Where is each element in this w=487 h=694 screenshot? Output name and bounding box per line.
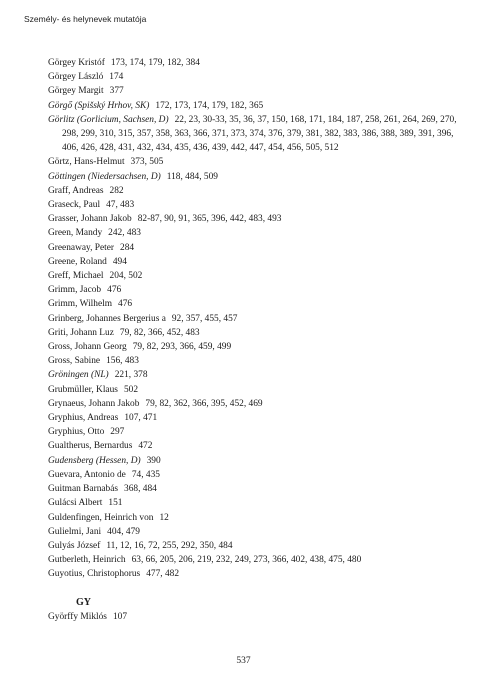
entry-term: Guitman Barnabás	[48, 484, 119, 495]
entry-term: Guyotius, Christophorus	[48, 569, 141, 580]
entry-pages: 22, 23, 30-33, 35, 36, 37, 150, 168, 171, 184, 187, 258, 261, 264, 269, 270, 298, 299, 310, 315, 357, 358, 363, 366, 371, 373, 374, 376, 379, 381, 382, 383, 386, 388, 389, 391, 396, 406, 426, 428, 431, 432, 434, 435, 436, 439, 442, 447, 454, 456, 505, 512	[62, 114, 457, 154]
index-entry-person	[48, 255, 468, 269]
entry-list-g	[48, 56, 468, 582]
index-entry-person	[48, 155, 468, 169]
entry-term: Gulielmi, Jani	[48, 526, 102, 537]
entry-pages: 282	[109, 185, 124, 196]
entry-pages: 476	[118, 299, 133, 310]
index-entry-place	[48, 170, 468, 184]
entry-term: Guevara, Antonio de	[48, 469, 126, 480]
index-entry-person	[48, 425, 468, 439]
entry-term: Gulácsi Albert	[48, 498, 103, 509]
index-entry-person	[48, 539, 468, 553]
index-entry-person	[48, 397, 468, 411]
index-entry-person	[48, 297, 468, 311]
entry-pages: 107, 471	[124, 413, 158, 424]
entry-term: Griti, Johann Luz	[48, 327, 114, 338]
entry-term: Gualtherus, Bernardus	[48, 441, 133, 452]
entry-term: Görgey László	[48, 72, 104, 83]
entry-pages: 63, 66, 205, 206, 219, 232, 249, 273, 366, 402, 438, 475, 480	[131, 555, 362, 566]
entry-term: Greene, Roland	[48, 256, 107, 267]
entry-term: Graff, Andreas	[48, 185, 104, 196]
index-entry-person	[48, 482, 468, 496]
index-entry-place	[48, 368, 468, 382]
entry-pages: 118, 484, 509	[166, 171, 218, 182]
page-number: 537	[236, 656, 251, 666]
index-entry-person	[48, 340, 468, 354]
index-entry-person	[48, 212, 468, 226]
entry-term: Görtz, Hans-Helmut	[48, 157, 125, 168]
entry-pages: 204, 502	[109, 271, 143, 282]
entry-pages: 502	[123, 384, 138, 395]
entry-pages: 156, 483	[106, 356, 139, 367]
index-entry-person	[48, 496, 468, 510]
entry-pages: 79, 82, 293, 366, 459, 499	[132, 342, 232, 353]
entry-term: Göttingen (Niedersachsen, D)	[48, 171, 161, 182]
index-entry-person	[48, 411, 468, 425]
index-entry-person	[48, 70, 468, 84]
entry-pages: 242, 483	[108, 228, 141, 239]
entry-pages: 107	[112, 611, 128, 622]
entry-term: Gross, Sabine	[48, 356, 101, 367]
entry-pages: 494	[112, 256, 127, 267]
index-entry-person	[48, 226, 468, 240]
entry-term: Görgey Margit	[48, 86, 104, 97]
index-entry-person	[48, 184, 468, 198]
running-head: Személy- és helynevek mutatója	[24, 14, 147, 24]
index-entry-person	[48, 525, 468, 539]
entry-term: Gross, Johann Georg	[48, 342, 127, 353]
index-entry-person	[48, 241, 468, 255]
entry-term: Grubmüller, Klaus	[48, 384, 118, 395]
index-entry-person	[48, 567, 468, 581]
entry-term: Görlitz (Gorlicium, Sachsen, D)	[48, 114, 169, 125]
index-entry-place	[48, 99, 468, 113]
entry-pages: 173, 174, 179, 182, 384	[110, 58, 200, 68]
entry-term: Gulyás József	[48, 540, 101, 551]
index-entry-place	[48, 454, 468, 468]
entry-pages: 472	[138, 441, 153, 452]
entry-pages: 11, 12, 16, 72, 255, 292, 350, 484	[106, 540, 233, 551]
entry-term: Gryphius, Andreas	[48, 413, 119, 424]
entry-pages: 79, 82, 366, 452, 483	[119, 327, 200, 338]
entry-pages: 82-87, 90, 91, 365, 396, 442, 483, 493	[137, 214, 282, 225]
entry-term: Guldenfingen, Heinrich von	[48, 512, 154, 523]
entry-term: Györffy Miklós	[48, 611, 107, 622]
entry-pages: 477, 482	[146, 569, 180, 580]
index-entry-person	[48, 610, 468, 624]
index-entry-person	[48, 511, 468, 525]
entry-pages: 476	[107, 285, 122, 296]
entry-pages: 92, 357, 455, 457	[171, 313, 238, 324]
index-entry-person	[48, 312, 468, 326]
entry-pages: 174	[109, 72, 124, 83]
index-entry-person	[48, 326, 468, 340]
entry-term: Gutberleth, Heinrich	[48, 555, 126, 566]
entry-pages: 151	[108, 498, 123, 509]
entry-pages: 221, 378	[114, 370, 148, 381]
entry-pages: 373, 505	[130, 157, 164, 168]
entry-term: Grimm, Wilhelm	[48, 299, 113, 310]
entry-term: Gryphius, Otto	[48, 427, 105, 438]
entry-pages: 390	[146, 455, 161, 466]
section-letter: GY	[76, 596, 91, 608]
entry-term: Görgő (Spišský Hrhov, SK)	[48, 100, 150, 111]
index-entry-person	[48, 84, 468, 98]
entry-pages: 172, 173, 174, 179, 182, 365	[155, 100, 264, 111]
entry-pages: 47, 483	[106, 200, 135, 211]
entry-term: Grinberg, Johannes Bergerius a	[48, 313, 166, 324]
entry-term: Grasser, Johann Jakob	[48, 214, 132, 225]
entry-term: Green, Mandy	[48, 228, 103, 239]
entry-pages: 74, 435	[131, 469, 160, 480]
index-entry-place	[48, 113, 468, 156]
index-entries	[48, 56, 468, 624]
entry-term: Greff, Michael	[48, 271, 104, 282]
entry-pages: 368, 484	[124, 484, 157, 495]
entry-pages: 79, 82, 362, 366, 395, 452, 469	[145, 398, 263, 409]
index-entry-person	[48, 383, 468, 397]
entry-pages: 297	[110, 427, 125, 438]
index-entry-person	[48, 553, 468, 567]
index-entry-person	[48, 56, 468, 70]
entry-term: Görgey Kristóf	[48, 58, 105, 68]
entry-term: Grimm, Jacob	[48, 285, 102, 296]
index-entry-person	[48, 283, 468, 297]
entry-pages: 377	[109, 86, 124, 97]
entry-pages: 404, 479	[107, 526, 140, 537]
entry-list-gy	[48, 610, 468, 624]
entry-pages: 12	[159, 512, 169, 523]
index-entry-person	[48, 468, 468, 482]
index-entry-person	[48, 269, 468, 283]
entry-pages: 284	[120, 242, 135, 253]
index-entry-person	[48, 439, 468, 453]
entry-term: Grynaeus, Johann Jakob	[48, 398, 140, 409]
entry-term: Gudensberg (Hessen, D)	[48, 455, 141, 466]
entry-term: Greenaway, Peter	[48, 242, 115, 253]
entry-term: Gröningen (NL)	[48, 370, 109, 381]
index-entry-person	[48, 198, 468, 212]
entry-term: Graseck, Paul	[48, 200, 101, 211]
index-entry-person	[48, 354, 468, 368]
